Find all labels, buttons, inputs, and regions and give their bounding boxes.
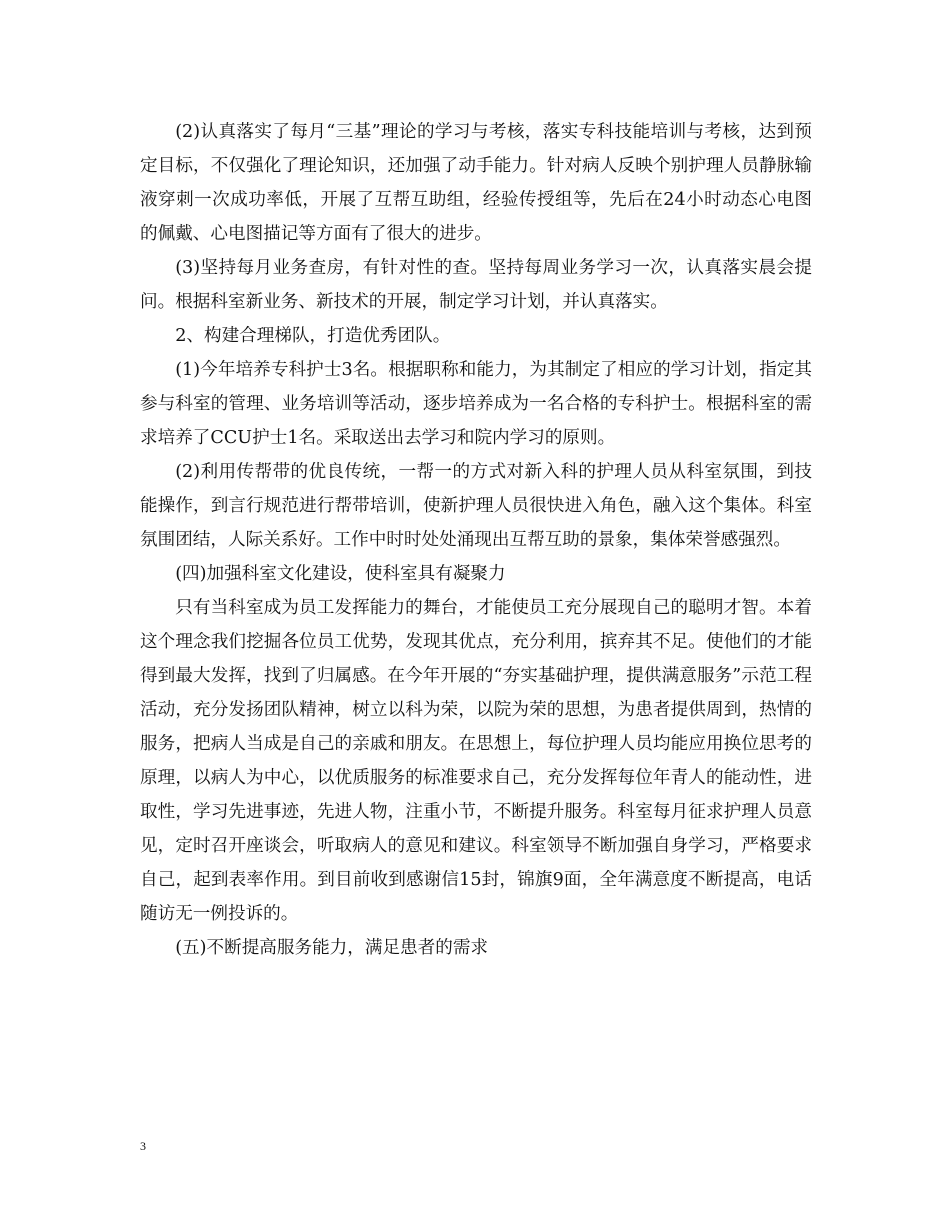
section-heading-team-building: 2、构建合理梯队，打造优秀团队。 — [175, 326, 451, 346]
section-heading-culture: (四)加强科室文化建设，使科室具有凝聚力 — [175, 564, 506, 584]
paragraph-culture-details: 只有当科室成为员工发挥能力的舞台，才能使员工充分展现自己的聪明才智。本着这个理念我们挖掘各位员工优势，发现其优点，充分利用，摈弃其不足。使他们的才能得到最大发挥，找到了归属感。在今年开展的“夯实基础护理，提供满意服务”示范工程活动，充分发扬团队精神，树立以科为荣，以院为荣的思想，为患者提供周到，热情的服务，把病人当成是自己的亲戚和朋友。在思想上，每位护理人员均能应用换位思考的原理，以病人为中心，以优质服务的标准要求自己，充分发挥每位年青人的能动性，进取性，学习先进事迹，先进人物，注重小节，不断提升服务。科室每月征求护理人员意见，定时召开座谈会，听取病人的意见和建议。科室领导不断加强自身学习，严格要求自己，起到表率作用。到目前收到感谢信15封，锦旗9面，全年满意度不断提高，电话随访无一例投诉的。 — [140, 598, 812, 924]
page-number: 3 — [140, 1139, 146, 1153]
paragraph-specialist-nurses: (1)今年培养专科护士3名。根据职称和能力，为其制定了相应的学习计划，指定其参与科室的管理、业务培训等活动，逐步培养成为一名合格的专科护士。根据科室的需求培养了CCU护士1名。采取送出去学习和院内学习的原则。 — [140, 360, 812, 448]
paragraph-ward-rounds: (3)坚持每月业务查房，有针对性的查。坚持每周业务学习一次，认真落实晨会提问。根据科室新业务、新技术的开展，制定学习计划，并认真落实。 — [140, 258, 812, 312]
paragraph-basic-training: (2)认真落实了每月“三基”理论的学习与考核，落实专科技能培训与考核，达到预定目标，不仅强化了理论知识，还加强了动手能力。针对病人反映个别护理人员静脉输液穿刺一次成功率低，开展了互帮互助组，经验传授组等，先后在24小时动态心电图的佩戴、心电图描记等方面有了很大的进步。 — [140, 122, 812, 244]
paragraph-mentoring: (2)利用传帮带的优良传统，一帮一的方式对新入科的护理人员从科室氛围，到技能操作，到言行规范进行帮带培训，使新护理人员很快进入角色，融入这个集体。科室氛围团结，人际关系好。工作中时时处处涌现出互帮互助的景象，集体荣誉感强烈。 — [140, 462, 812, 550]
section-heading-service: (五)不断提高服务能力，满足患者的需求 — [175, 938, 489, 958]
document-body — [140, 115, 812, 965]
